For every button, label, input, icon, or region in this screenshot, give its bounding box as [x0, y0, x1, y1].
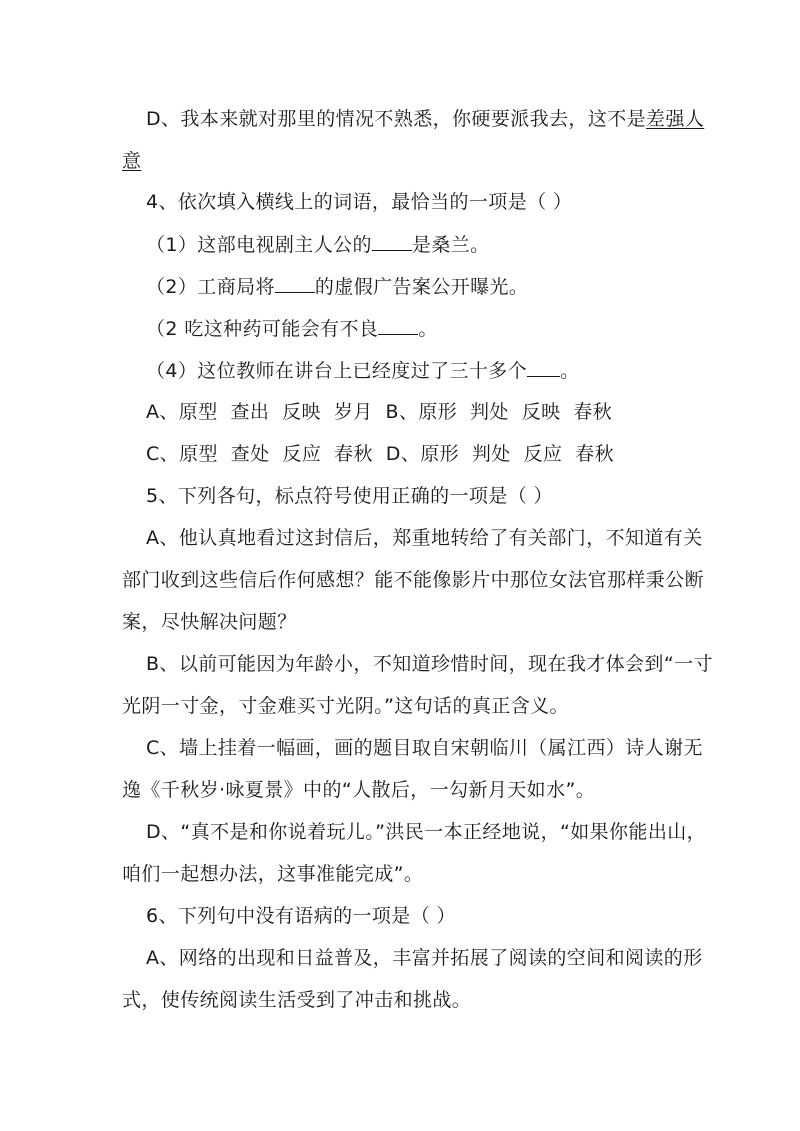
q6-option-a-line2: 式，使传统阅读生活受到了冲击和挑战。 [122, 989, 472, 1011]
q4-item-3 [146, 316, 438, 341]
q4-item-4-pre: （4）这位教师在讲台上已经度过了三十多个 [146, 360, 528, 382]
q4-options-cd: C、原型 查处 反应 春秋 D、原形 判处 反应 春秋 [146, 443, 615, 465]
q5-option-b-line1: B、以前可能因为年龄小，不知道珍惜时间，现在我才体会到“一寸 [146, 653, 713, 675]
q4-item-1 [146, 232, 490, 257]
q5-option-a-line1: A、他认真地看过这封信后，郑重地转给了有关部门，不知道有关 [146, 527, 703, 549]
q4-item-4-post: 。 [560, 360, 580, 382]
q4-item-2-post: 的虚假广告案公开曝光。 [314, 276, 529, 298]
q3-option-d-underlined-cont: 意 [122, 150, 142, 172]
q4-item-1-post: 是桑兰。 [411, 234, 490, 256]
q4-item-3-blank [378, 316, 418, 335]
q4-item-1-pre: （1）这部电视剧主人公的 [146, 234, 372, 256]
q3-option-d-line2 [122, 149, 141, 173]
q6-stem: 6、下列句中没有语病的一项是（ ） [146, 905, 456, 927]
q4-item-2 [146, 274, 528, 299]
q6-option-a-line1: A、网络的出现和日益普及，丰富并拓展了阅读的空间和阅读的形 [146, 947, 703, 969]
q4-options-ab: A、原型 查出 反映 岁月 B、原形 判处 反映 春秋 [146, 401, 613, 423]
q4-item-2-pre: （2）工商局将 [146, 276, 275, 298]
q5-stem: 5、下列各句，标点符号使用正确的一项是（ ） [146, 485, 553, 507]
q3-option-d-underlined: 差强人 [646, 108, 705, 130]
q4-item-2-blank [275, 274, 315, 293]
q5-option-b-line2: 光阴一寸金，寸金难买寸光阴。”这句话的真正含义。 [122, 695, 569, 717]
q5-option-d-line2: 咱们一起想办法，这事准能完成”。 [122, 863, 424, 885]
q5-option-c-line1: C、墙上挂着一幅画，画的题目取自宋朝临川（属江西）诗人谢无 [146, 737, 703, 759]
q4-item-3-pre: （2 吃这种药可能会有不良 [146, 318, 379, 340]
q4-stem: 4、依次填入横线上的词语，最恰当的一项是（ ） [146, 191, 573, 213]
q5-option-a-line2: 部门收到这些信后作何感想？能不能像影片中那位女法官那样秉公断 [122, 569, 705, 591]
q3-option-d-text: D、我本来就对那里的情况不熟悉，你硬要派我去，这不是 [146, 108, 647, 130]
q4-item-3-post: 。 [418, 318, 438, 340]
q4-item-1-blank [372, 232, 412, 251]
q5-option-d-line1: D、“真不是和你说着玩儿。”洪民一本正经地说，“如果你能出山， [146, 821, 707, 843]
q3-option-d-line1 [146, 107, 704, 131]
q4-item-4 [146, 358, 580, 383]
q4-item-4-blank [527, 358, 560, 377]
q5-option-c-line2: 逸《千秋岁·咏夏景》中的“人散后，一勾新月天如水”。 [122, 779, 596, 801]
q5-option-a-line3: 案，尽快解决问题？ [122, 611, 297, 633]
